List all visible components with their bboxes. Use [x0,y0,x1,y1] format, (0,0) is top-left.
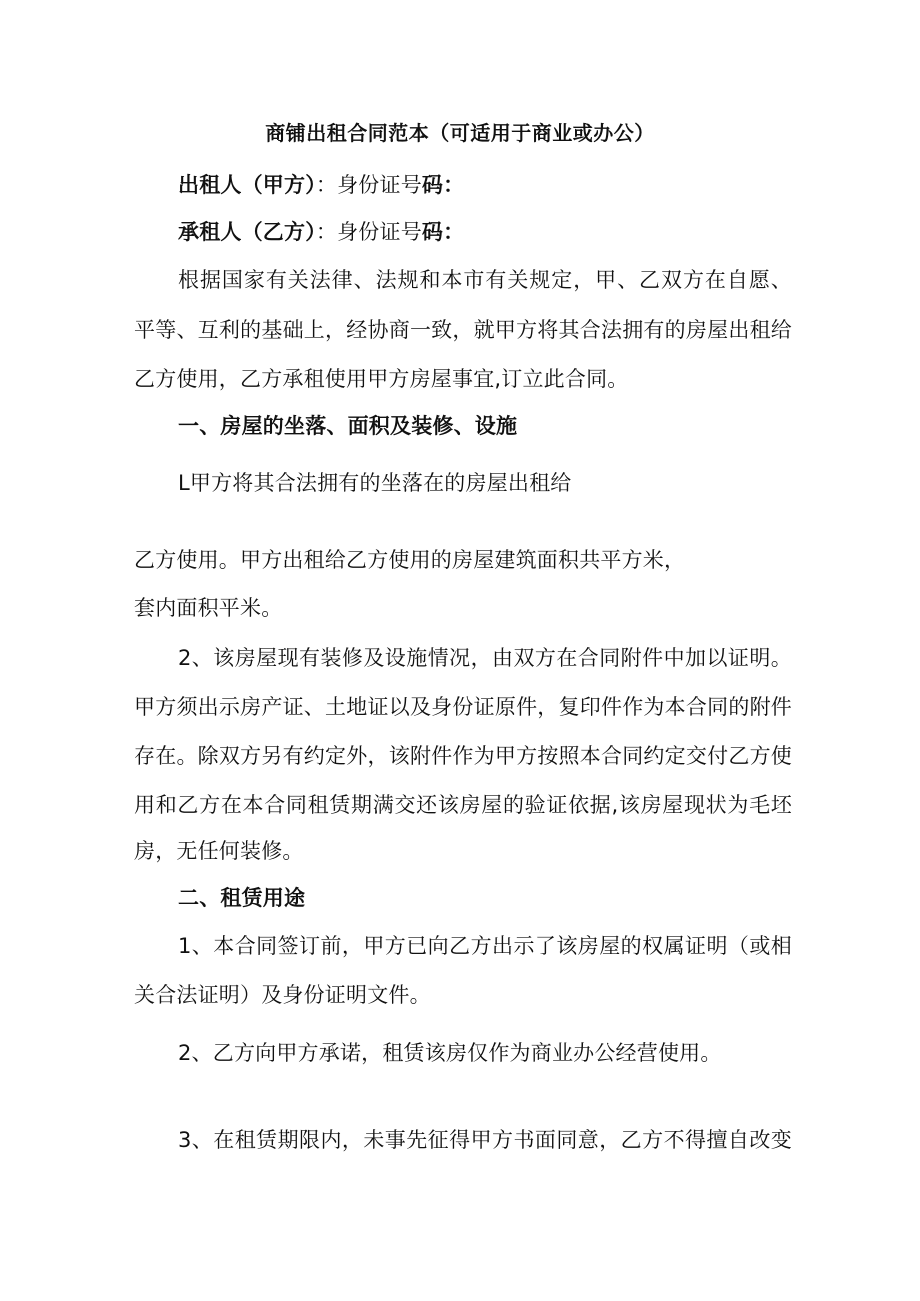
section-1-heading: 一、房屋的坐落、面积及装修、设施 [178,414,518,438]
s1-item2-line-1: 2、该房屋现有装修及设施情况，由双方在合同附件中加以证明。 [178,646,792,670]
s1-item2-line-3: 存在。除双方另有约定外，该附件作为甲方按照本合同约定交付乙方使 [134,744,792,768]
s2-item2: 2、乙方向甲方承诺，租赁该房仅作为商业办公经营使用。 [178,1041,722,1065]
s1-item2-line-4: 用和乙方在本合同租赁期满交还该房屋的验证依据,该房屋现状为毛坯 [134,793,792,817]
intro-line-2: 平等、互利的基础上，经协商一致，就甲方将其合法拥有的房屋出租给 [134,318,792,342]
s1-item2-line-2: 甲方须出示房产证、土地证以及身份证原件，复印件作为本合同的附件 [134,695,792,719]
s2-item3-line-1: 3、在租赁期限内，未事先征得甲方书面同意，乙方不得擅自改变 [178,1128,792,1152]
s1-item2-line-5: 房，无任何装修。 [134,839,304,863]
lessor-label: 出租人（甲方） [178,173,316,197]
s2-item1-line-1: 1、本合同签订前，甲方已向乙方出示了该房屋的权属证明（或相 [178,934,792,958]
lessee-line [178,217,464,247]
s2-item1-line-2: 关合法证明）及身份证明文件。 [134,983,431,1007]
document-title: 商铺出租合同范本（可适用于商业或办公） [265,121,655,145]
lessee-id-code: 码： [421,220,465,244]
lessee-label: 承租人（乙方） [178,220,316,244]
lessee-id-label: ：身份证号 [315,220,422,244]
intro-line-3: 乙方使用，乙方承租使用甲方房屋事宜,订立此合同。 [134,367,629,391]
s1-item1-line-1: L甲方将其合法拥有的坐落在的房屋出租给 [178,471,572,495]
lessor-line [178,170,464,200]
s1-item1-line-3: 套内面积平米。 [134,596,283,620]
section-2-heading: 二、租赁用途 [178,886,306,910]
s1-item1-line-2: 乙方使用。甲方出租给乙方使用的房屋建筑面积共平方米， [134,548,686,572]
lessor-id-label: ：身份证号 [315,173,422,197]
intro-line-1: 根据国家有关法律、法规和本市有关规定，甲、乙双方在自愿、 [178,268,792,292]
lessor-id-code: 码： [421,173,465,197]
